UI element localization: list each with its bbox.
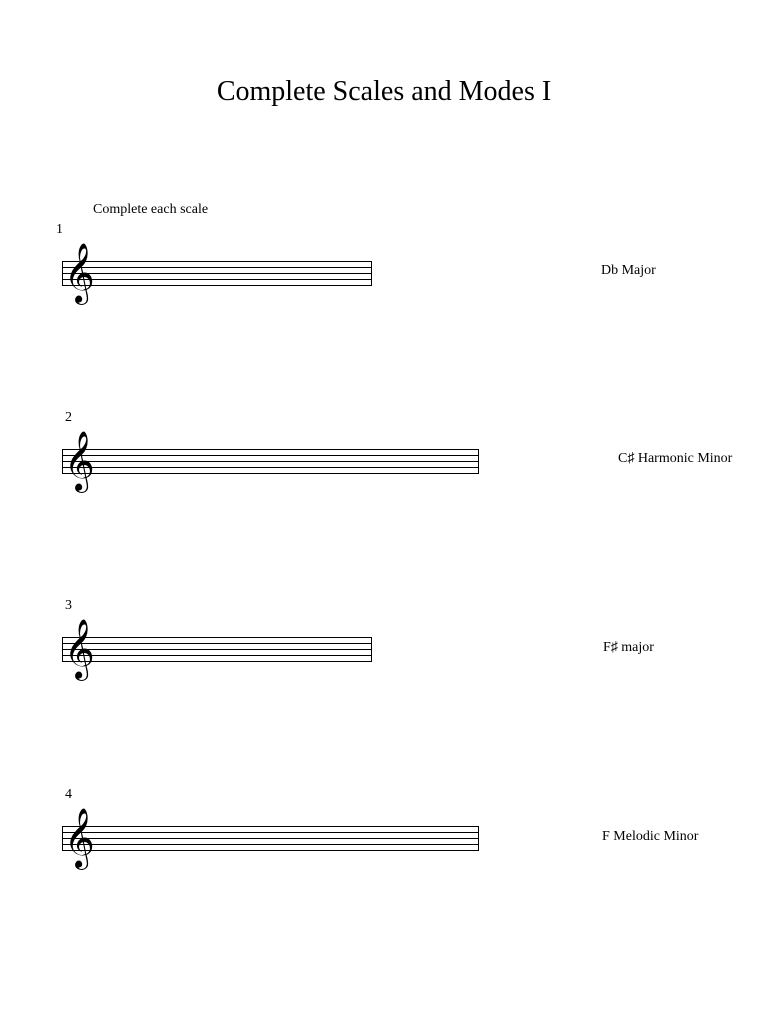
page-title: Complete Scales and Modes I [216, 76, 552, 107]
treble-clef-icon: 𝄞 [64, 619, 95, 679]
system-number: 4 [65, 787, 72, 802]
treble-clef-icon: 𝄞 [64, 431, 95, 491]
staff [62, 619, 372, 679]
scale-name: Db Major [601, 263, 656, 278]
treble-clef-icon: 𝄞 [64, 808, 95, 868]
treble-clef-icon: 𝄞 [64, 243, 95, 303]
instruction-text: Complete each scale [93, 202, 209, 217]
system-number: 3 [65, 598, 72, 613]
system-number: 1 [56, 222, 63, 237]
staff [62, 808, 479, 868]
system-number: 2 [65, 410, 72, 425]
staff [62, 243, 372, 303]
scale-name: F Melodic Minor [602, 829, 699, 844]
scale-name: C♯ Harmonic Minor [618, 451, 733, 466]
staff [62, 431, 479, 491]
scale-name: F♯ major [603, 640, 654, 655]
